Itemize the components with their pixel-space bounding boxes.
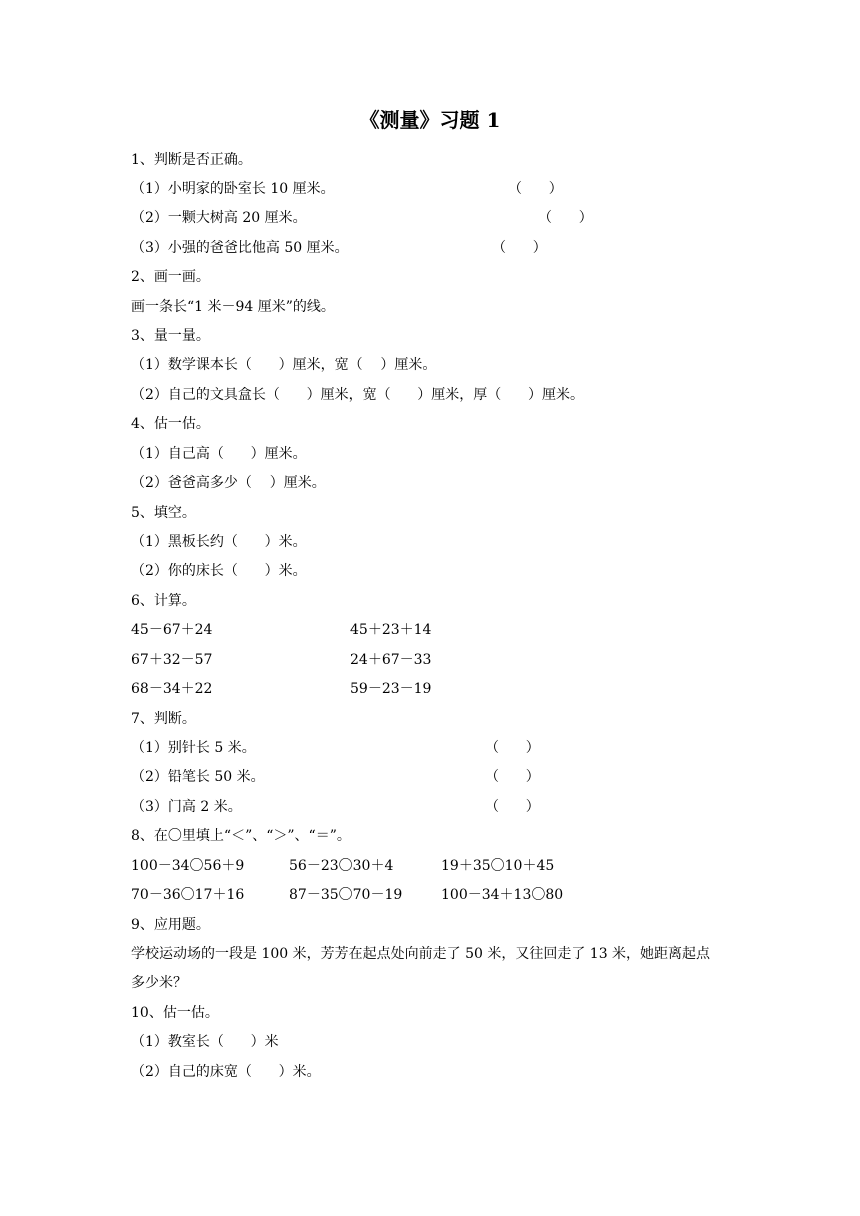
q9-heading: 9、应用题。 bbox=[131, 917, 210, 933]
q6-expr-left-1: 45－67＋24 bbox=[131, 622, 213, 638]
q7-heading: 7、判断。 bbox=[131, 711, 196, 727]
q4-item-1: （1）自己高（ ）厘米。 bbox=[131, 446, 307, 462]
q9-problem-line-2: 多少米？ bbox=[131, 975, 187, 991]
q7-item-1: （1）别针长 5 米。 bbox=[131, 740, 256, 756]
q1-answer-blank-3[interactable]: （ ） bbox=[492, 240, 547, 256]
q1-item-1: （1）小明家的卧室长 10 厘米。 bbox=[131, 181, 335, 197]
q8-compare-6: 100－34＋13〇80 bbox=[441, 887, 564, 903]
q8-compare-1: 100－34〇56＋9 bbox=[131, 858, 245, 874]
q8-compare-2: 56－23〇30＋4 bbox=[289, 858, 394, 874]
q6-expr-right-2: 24＋67－33 bbox=[350, 652, 432, 668]
q4-item-2: （2）爸爸高多少（ ）厘米。 bbox=[131, 475, 326, 491]
q1-item-3: （3）小强的爸爸比他高 50 厘米。 bbox=[131, 240, 349, 256]
q7-answer-blank-2[interactable]: （ ） bbox=[485, 769, 540, 785]
q6-expr-right-3: 59－23－19 bbox=[350, 681, 432, 697]
q10-item-2: （2）自己的床宽（ ）米。 bbox=[131, 1064, 321, 1080]
q4-heading: 4、估一估。 bbox=[131, 416, 210, 432]
q10-item-1: （1）教室长（ ）米 bbox=[131, 1034, 279, 1050]
q3-item-2: （2）自己的文具盒长（ ）厘米，宽（ ）厘米，厚（ ）厘米。 bbox=[131, 387, 585, 403]
q1-answer-blank-2[interactable]: （ ） bbox=[538, 210, 593, 226]
q8-compare-3: 19＋35〇10＋45 bbox=[441, 858, 555, 874]
q7-answer-blank-3[interactable]: （ ） bbox=[485, 799, 540, 815]
page-title: 《测量》习题 1 bbox=[359, 108, 501, 132]
q3-heading: 3、量一量。 bbox=[131, 328, 210, 344]
q6-expr-left-3: 68－34＋22 bbox=[131, 681, 213, 697]
q6-expr-right-1: 45＋23＋14 bbox=[350, 622, 432, 638]
q1-answer-blank-1[interactable]: （ ） bbox=[508, 181, 563, 197]
q1-item-2: （2）一颗大树高 20 厘米。 bbox=[131, 210, 307, 226]
q3-item-1: （1）数学课本长（ ）厘米，宽（ ）厘米。 bbox=[131, 357, 437, 373]
q7-item-3: （3）门高 2 米。 bbox=[131, 799, 242, 815]
q2-heading: 2、画一画。 bbox=[131, 269, 210, 285]
q2-text: 画一条长“1 米－94 厘米”的线。 bbox=[131, 299, 335, 315]
q7-item-2: （2）铅笔长 50 米。 bbox=[131, 769, 265, 785]
q7-answer-blank-1[interactable]: （ ） bbox=[485, 740, 540, 756]
q8-compare-4: 70－36〇17＋16 bbox=[131, 887, 245, 903]
q5-item-1: （1）黑板长约（ ）米。 bbox=[131, 534, 307, 550]
q8-compare-5: 87－35〇70－19 bbox=[289, 887, 403, 903]
q5-item-2: （2）你的床长（ ）米。 bbox=[131, 563, 307, 579]
q6-expr-left-2: 67＋32－57 bbox=[131, 652, 213, 668]
q8-heading: 8、在〇里填上“＜”、“＞”、“＝”。 bbox=[131, 828, 351, 844]
q6-heading: 6、计算。 bbox=[131, 593, 196, 609]
q5-heading: 5、填空。 bbox=[131, 505, 196, 521]
q9-problem-line-1: 学校运动场的一段是 100 米，芳芳在起点处向前走了 50 米，又往回走了 13 米，她距离起点 bbox=[131, 946, 711, 962]
q1-heading: 1、判断是否正确。 bbox=[131, 152, 252, 168]
q10-heading: 10、估一估。 bbox=[131, 1005, 219, 1021]
